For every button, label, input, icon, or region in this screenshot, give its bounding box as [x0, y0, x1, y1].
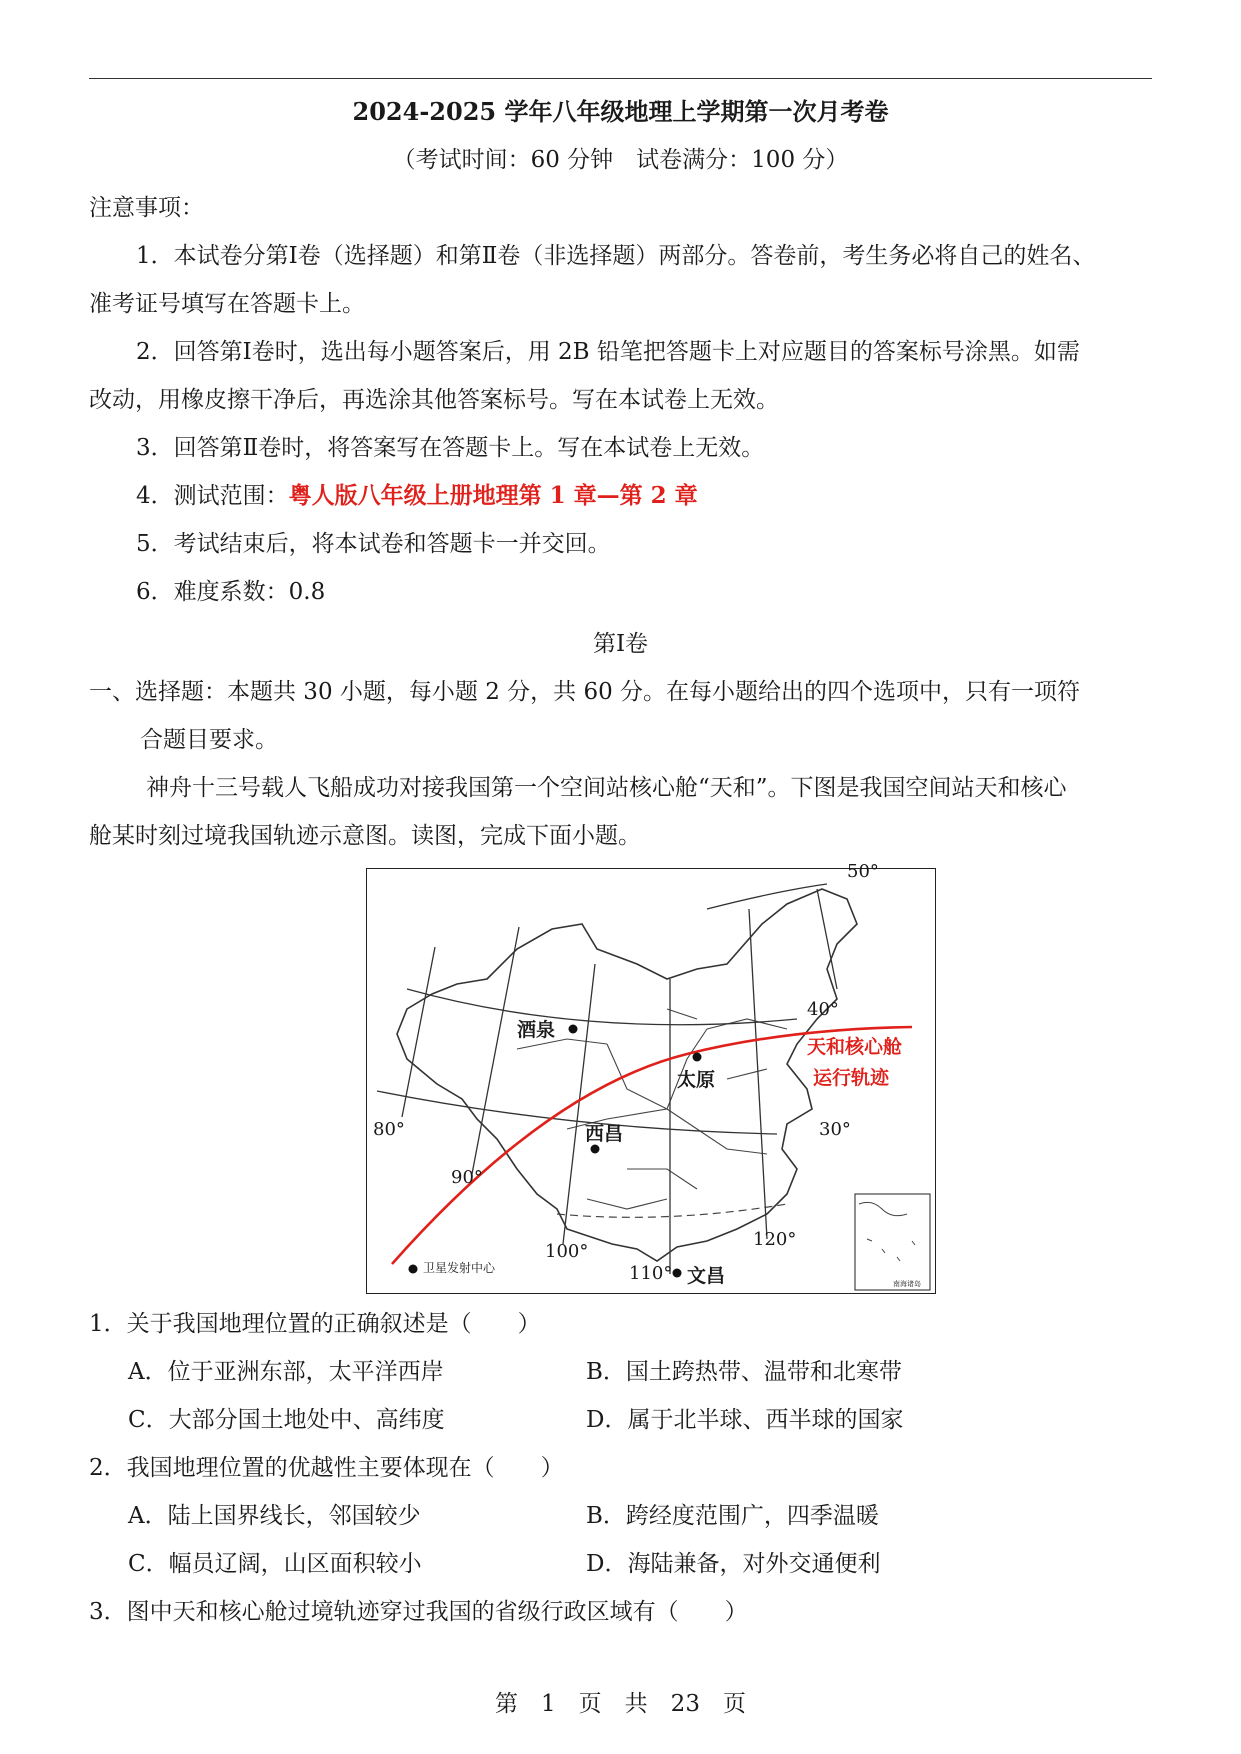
question-2-stem: 2．我国地理位置的优越性主要体现在（ ）: [89, 1455, 564, 1481]
latitude-50: [707, 884, 827, 909]
city-xichang: 西昌: [585, 1123, 624, 1145]
legend-marker: [409, 1265, 418, 1274]
part-instructions-line-1: 一、选择题：本题共 30 小题，每小题 2 分，共 60 分。在每小题给出的四个选项中，只有一项符: [89, 679, 1081, 705]
note-3: 3．回答第Ⅱ卷时，将答案写在答题卡上。写在本试卷上无效。: [136, 435, 765, 461]
question-1-option-c: C．大部分国土地处中、高纬度: [128, 1407, 445, 1433]
city-jiuquan: 酒泉: [517, 1019, 556, 1041]
question-3-stem: 3．图中天和核心舱过境轨迹穿过我国的省级行政区域有（ ）: [89, 1599, 748, 1625]
page-title: 2024-2025 学年八年级地理上学期第一次月考卷: [352, 97, 889, 126]
orbit-map: [366, 861, 936, 1294]
passage-line-2: 舱某时刻过境我国轨迹示意图。读图，完成下面小题。: [89, 823, 641, 849]
wenchang-marker: [673, 1269, 682, 1278]
tropic-line: [557, 1204, 787, 1217]
question-2-option-c: C．幅员辽阔，山区面积较小: [128, 1551, 422, 1577]
city-wenchang: 文昌: [687, 1265, 726, 1287]
exam-info: （考试时间：60 分钟 试卷满分：100 分）: [392, 147, 849, 173]
passage-line-1: 神舟十三号载人飞船成功对接我国第一个空间站核心舱“天和”。下图是我国空间站天和核心: [146, 775, 1067, 801]
province-lines: [517, 1009, 787, 1209]
longitude-label-120: 120°: [753, 1229, 797, 1250]
note-1-line-2: 准考证号填写在答题卡上。: [89, 291, 365, 317]
question-1-option-a: A．位于亚洲东部，太平洋西岸: [128, 1359, 444, 1385]
header-rule: [89, 78, 1152, 79]
part-instructions-line-2: 合题目要求。: [140, 727, 278, 753]
orbit-label-line-1: 天和核心舱: [807, 1036, 903, 1058]
volume-title: 第Ⅰ卷: [592, 631, 649, 657]
test-scope: 粤人版八年级上册地理第 1 章—第 2 章: [288, 482, 698, 509]
city-taiyuan: 太原: [677, 1069, 716, 1091]
latitude-label-30: 30°: [819, 1119, 851, 1140]
longitude-120: [749, 909, 767, 1239]
latitude-label-50: 50°: [847, 861, 879, 882]
longitude-label-90: 90°: [451, 1167, 483, 1188]
longitude-100: [563, 964, 595, 1244]
notes-heading: 注意事项：: [89, 195, 204, 221]
longitude-label-100: 100°: [545, 1241, 589, 1262]
note-2-line-2: 改动，用橡皮擦干净后，再选涂其他答案标号。写在本试卷上无效。: [89, 387, 779, 413]
orbit-label-line-2: 运行轨迹: [813, 1067, 890, 1089]
question-2-option-a: A．陆上国界线长，邻国较少: [128, 1503, 421, 1529]
taiyuan-marker: [693, 1053, 702, 1062]
question-1-option-b: B．国土跨热带、温带和北寒带: [586, 1359, 902, 1385]
question-2-option-d: D．海陆兼备，对外交通便利: [586, 1551, 881, 1577]
inset-label: 南海诸岛: [893, 1280, 921, 1288]
legend-label: 卫星发射中心: [423, 1261, 496, 1275]
note-5: 5．考试结束后，将本试卷和答题卡一并交回。: [136, 531, 611, 557]
note-4-prefix: 4．测试范围：: [136, 483, 289, 509]
note-6: 6．难度系数：0.8: [136, 579, 326, 605]
longitude-80: [402, 947, 435, 1117]
note-4: [136, 480, 698, 512]
note-1-line-1: 1．本试卷分第Ⅰ卷（选择题）和第Ⅱ卷（非选择题）两部分。答卷前，考生务必将自己的姓名、: [136, 243, 1096, 269]
question-2-option-b: B．跨经度范围广，四季温暖: [586, 1503, 879, 1529]
page-footer: 第 1 页 共 23 页: [495, 1691, 746, 1717]
latitude-40: [407, 989, 797, 1025]
longitude-label-110: 110°: [629, 1263, 673, 1284]
longitude-130: [817, 889, 837, 989]
longitude-label-80: 80°: [373, 1119, 405, 1140]
question-1-option-d: D．属于北半球、西半球的国家: [586, 1407, 904, 1433]
jiuquan-marker: [569, 1025, 578, 1034]
note-2-line-1: 2．回答第Ⅰ卷时，选出每小题答案后，用 2B 铅笔把答题卡上对应题目的答案标号涂黑。如需: [136, 339, 1080, 365]
latitude-30: [377, 1091, 777, 1134]
inset-frame: [855, 1194, 930, 1290]
latitude-label-40: 40°: [807, 999, 839, 1020]
question-1-stem: 1．关于我国地理位置的正确叙述是（ ）: [89, 1311, 541, 1337]
